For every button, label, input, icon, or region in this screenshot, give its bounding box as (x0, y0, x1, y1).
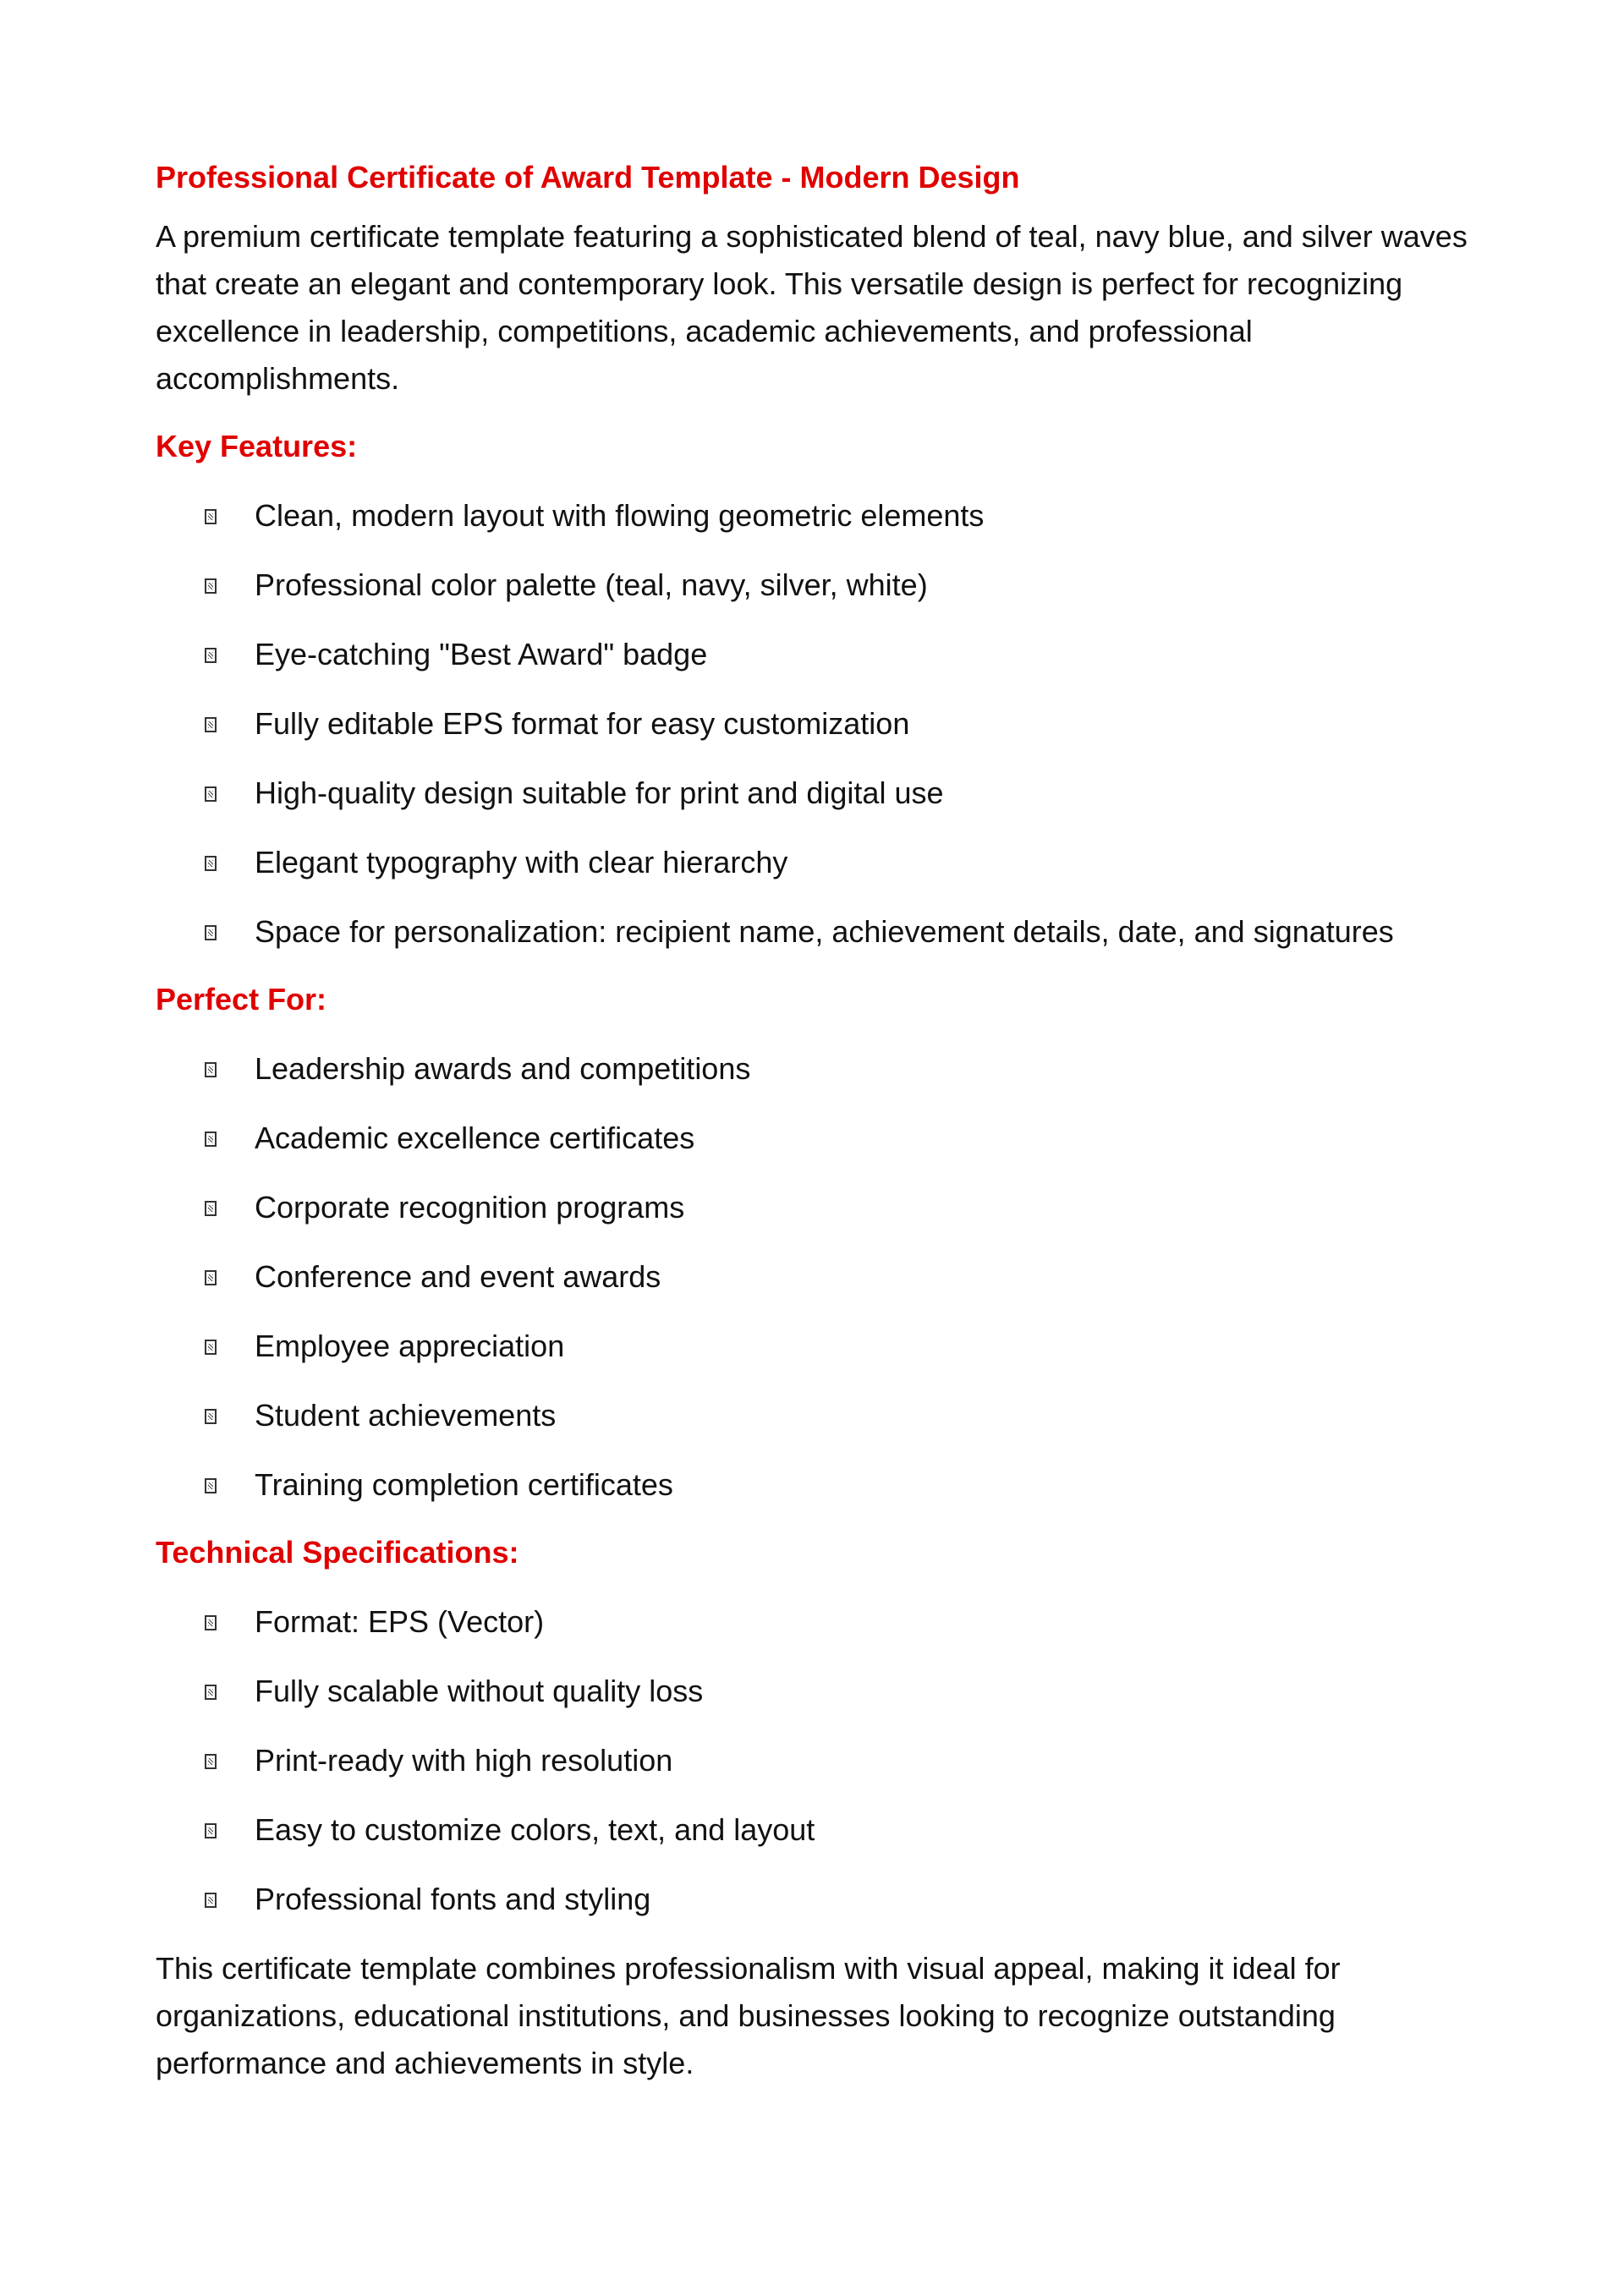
bullet-icon (205, 717, 217, 732)
list-item-text: Eye-catching "Best Award" badge (255, 637, 708, 671)
bullet-icon (205, 786, 217, 802)
list-item (156, 839, 1492, 886)
bullet-icon (205, 648, 217, 663)
list-item (156, 631, 1492, 678)
list-item (156, 1323, 1492, 1370)
list-item-text: Academic excellence certificates (255, 1121, 695, 1155)
list-item-text: Student achievements (255, 1398, 557, 1433)
list-item-text: Fully scalable without quality loss (255, 1674, 704, 1708)
perfect-for-list (156, 1045, 1492, 1509)
bullet-icon (205, 925, 217, 940)
list-item (156, 1461, 1492, 1509)
bullet-icon (205, 1754, 217, 1769)
list-item-text: Professional fonts and styling (255, 1882, 651, 1916)
bullet-icon (205, 1615, 217, 1630)
intro-paragraph: A premium certificate template featuring a sophisticated blend of teal, navy blue, and silver waves that create an elegant and contemporary look. This versatile design is perfect for recognizing excellence in leadership, competitions, academic achievements, and professional accomplishments. (156, 219, 1468, 396)
list-item-text: Print-ready with high resolution (255, 1743, 673, 1778)
list-item (156, 908, 1492, 956)
list-item-text: Elegant typography with clear hierarchy (255, 845, 788, 879)
list-item-text: Easy to customize colors, text, and layout (255, 1812, 815, 1847)
list-item-text: Professional color palette (teal, navy, silver, white) (255, 567, 928, 602)
list-item (156, 1045, 1492, 1093)
bullet-icon (205, 509, 217, 524)
bullet-icon (205, 1270, 217, 1285)
bullet-icon (205, 1201, 217, 1216)
list-item-text: Corporate recognition programs (255, 1190, 685, 1225)
bullet-icon (205, 1823, 217, 1838)
list-item (156, 1806, 1492, 1854)
list-item-text: Conference and event awards (255, 1259, 661, 1294)
list-item-text: High-quality design suitable for print and digital use (255, 775, 944, 810)
bullet-icon (205, 856, 217, 871)
technical-specifications-list (156, 1598, 1492, 1923)
closing-paragraph: This certificate template combines professionalism with visual appeal, making it ideal for organizations, educational institutions, and businesses looking to recognize outstanding performance and achievements in style. (156, 1951, 1341, 2080)
key-features-list (156, 492, 1492, 956)
list-item (156, 1184, 1492, 1231)
list-item (156, 562, 1492, 609)
bullet-icon (205, 1409, 217, 1424)
bullet-icon (205, 1132, 217, 1147)
list-item (156, 1876, 1492, 1923)
list-item-text: Format: EPS (Vector) (255, 1604, 545, 1639)
list-item-text: Space for personalization: recipient name, achievement details, date, and signatures (255, 914, 1394, 949)
bullet-icon (205, 1893, 217, 1908)
bullet-icon (205, 578, 217, 594)
list-item-text: Leadership awards and competitions (255, 1051, 751, 1086)
section-heading-key-features: Key Features: (156, 429, 358, 463)
list-item-text: Fully editable EPS format for easy customization (255, 706, 910, 741)
list-item-text: Clean, modern layout with flowing geometric elements (255, 498, 985, 533)
list-item (156, 1253, 1492, 1301)
list-item (156, 1392, 1492, 1439)
document-title: Professional Certificate of Award Template - Modern Design (156, 160, 1020, 195)
list-item (156, 1737, 1492, 1784)
document-page (156, 154, 1492, 2087)
list-item-text: Training completion certificates (255, 1467, 673, 1502)
list-item (156, 1598, 1492, 1646)
list-item (156, 770, 1492, 817)
list-item (156, 492, 1492, 540)
list-item (156, 1668, 1492, 1715)
bullet-icon (205, 1685, 217, 1700)
list-item-text: Employee appreciation (255, 1329, 565, 1363)
section-heading-technical-specifications: Technical Specifications: (156, 1535, 519, 1570)
section-heading-perfect-for: Perfect For: (156, 982, 327, 1016)
list-item (156, 700, 1492, 748)
list-item (156, 1115, 1492, 1162)
bullet-icon (205, 1340, 217, 1355)
bullet-icon (205, 1062, 217, 1077)
bullet-icon (205, 1478, 217, 1493)
